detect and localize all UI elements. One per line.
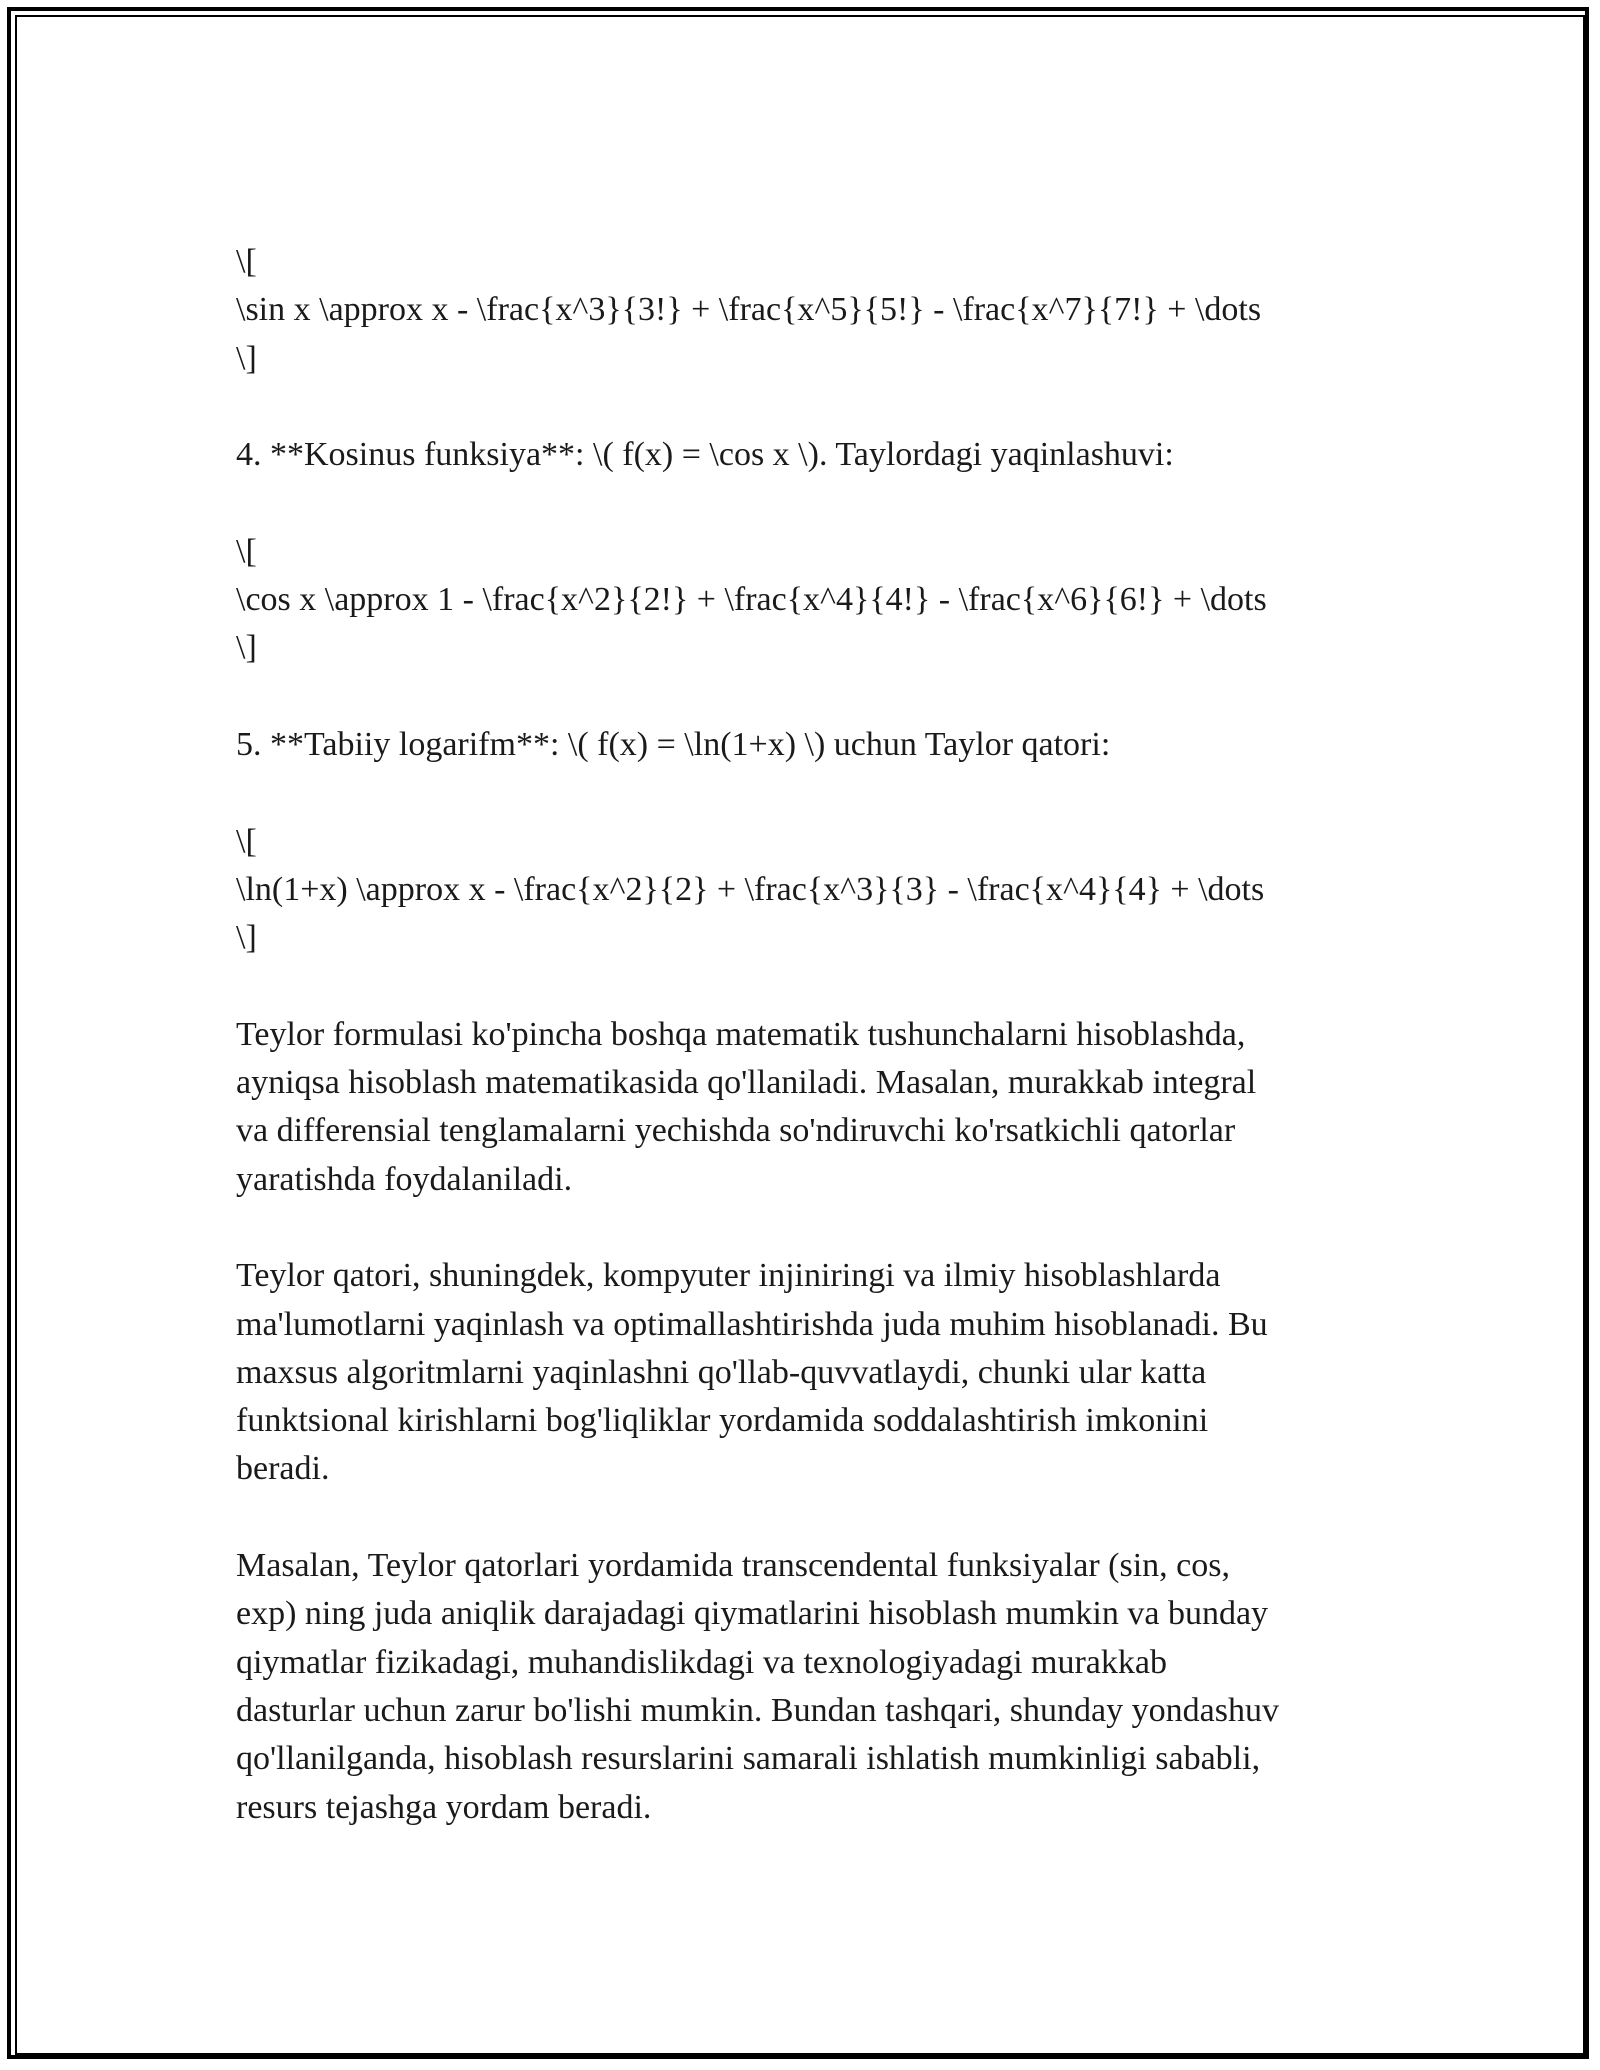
spacer bbox=[236, 673, 1366, 721]
math-line: \[ bbox=[236, 243, 257, 280]
math-block-sin bbox=[236, 238, 1366, 383]
math-line: \] bbox=[236, 919, 257, 957]
text-line: resurs tejashga yordam beradi. bbox=[236, 1788, 652, 1826]
spacer bbox=[236, 1204, 1366, 1252]
math-line: \cos x \approx 1 - \frac{x^2}{2!} + \frac{x^4}{4!} - \frac{x^6}{6!} + \dots bbox=[236, 581, 1267, 619]
math-line: \] bbox=[236, 339, 257, 377]
text-line: Teylor formulasi ko'pincha boshqa matematik tushunchalarni hisoblashda, bbox=[236, 1015, 1246, 1053]
text-line: exp) ning juda aniqlik darajadagi qiymatlarini hisoblash mumkin va bunday bbox=[236, 1595, 1269, 1633]
text-line: va differensial tenglamalarni yechishda so'ndiruvchi ko'rsatkichli qatorlar bbox=[236, 1112, 1236, 1150]
text-line: yaratishda foydalaniladi. bbox=[236, 1160, 573, 1198]
text-line: maxsus algoritmlarni yaqinlashni qo'llab-quvvatlaydi, chunki ular katta bbox=[236, 1353, 1207, 1391]
text-line: ayniqsa hisoblash matematikasida qo'llaniladi. Masalan, murakkab integral bbox=[236, 1064, 1257, 1102]
text-line: funktsional kirishlarni bog'liqliklar yordamida soddalashtirish imkonini bbox=[236, 1402, 1209, 1440]
document-body bbox=[236, 238, 1366, 1832]
text-line: beradi. bbox=[236, 1450, 330, 1488]
text-line: dasturlar uchun zarur bo'lishi mumkin. Bundan tashqari, shunday yondashuv bbox=[236, 1691, 1279, 1729]
list-item-logarifm: 5. **Tabiiy logarifm**: \( f(x) = \ln(1+x) \) uchun Taylor qatori: bbox=[236, 725, 1111, 763]
math-line: \] bbox=[236, 629, 257, 667]
spacer bbox=[236, 479, 1366, 527]
paragraph-masalan bbox=[236, 1542, 1366, 1832]
spacer bbox=[236, 962, 1366, 1010]
math-line: \[ bbox=[236, 532, 257, 570]
text-line: Masalan, Teylor qatorlari yordamida transcendental funksiyalar (sin, cos, bbox=[236, 1547, 1231, 1585]
spacer bbox=[236, 1494, 1366, 1542]
list-item-kosinus: 4. **Kosinus funksiya**: \( f(x) = \cos x \). Taylordagi yaqinlashuvi: bbox=[236, 436, 1174, 474]
spacer bbox=[236, 383, 1366, 431]
math-line: \sin x \approx x - \frac{x^3}{3!} + \frac{x^5}{5!} - \frac{x^7}{7!} + \dots bbox=[236, 291, 1262, 329]
paragraph-teylor-formulasi bbox=[236, 1011, 1366, 1204]
text-line: qo'llanilganda, hisoblash resurslarini samarali ishlatish mumkinligi sababli, bbox=[236, 1740, 1261, 1778]
math-line: \ln(1+x) \approx x - \frac{x^2}{2} + \frac{x^3}{3} - \frac{x^4}{4} + \dots bbox=[236, 870, 1265, 908]
math-block-cos bbox=[236, 528, 1366, 673]
spacer bbox=[236, 769, 1366, 817]
math-line: \[ bbox=[236, 822, 257, 860]
text-line: Teylor qatori, shuningdek, kompyuter injiniringi va ilmiy hisoblashlarda bbox=[236, 1257, 1221, 1295]
paragraph-teylor-qatori bbox=[236, 1252, 1366, 1493]
math-block-ln bbox=[236, 818, 1366, 963]
text-line: ma'lumotlarni yaqinlash va optimallashtirishda juda muhim hisoblanadi. Bu bbox=[236, 1305, 1268, 1343]
text-line: qiymatlar fizikadagi, muhandislikdagi va texnologiyadagi murakkab bbox=[236, 1643, 1167, 1681]
